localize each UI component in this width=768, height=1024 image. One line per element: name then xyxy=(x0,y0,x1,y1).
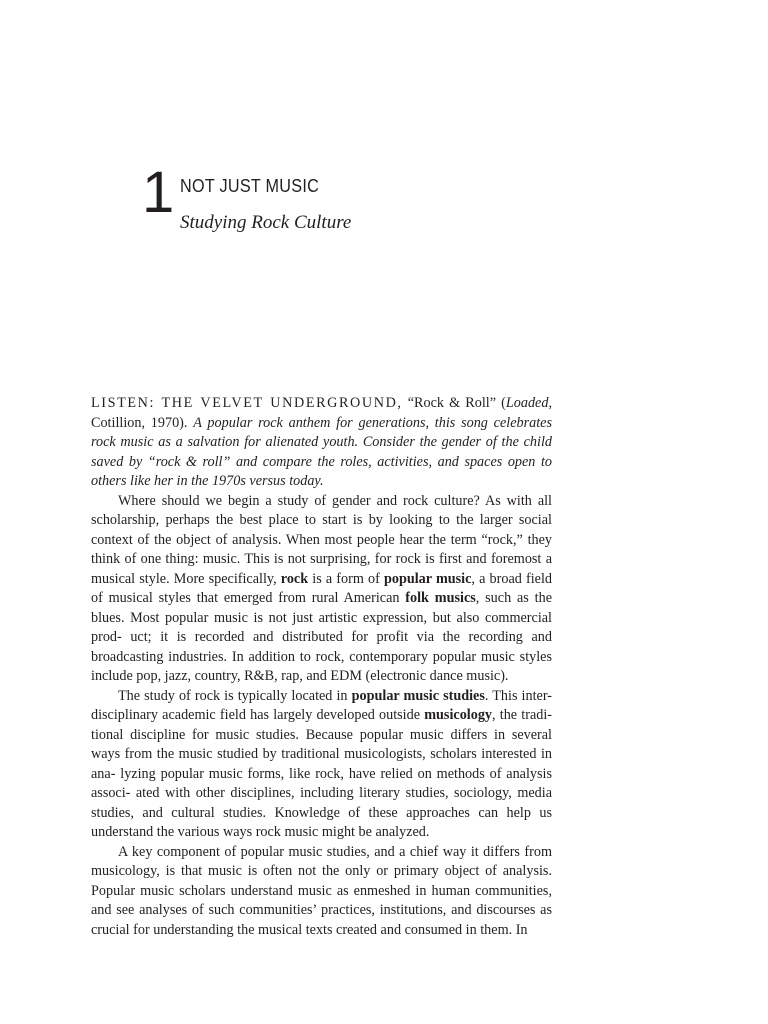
listen-song: “Rock & Roll” ( xyxy=(402,395,506,411)
chapter-number: 1 xyxy=(142,160,174,225)
listen-details: , Cotillion, 1970). xyxy=(91,395,552,431)
key-term-popular-music-studies: popular music studies xyxy=(351,687,485,704)
paragraph-text: A key component of popular music studies, and a chief way it differs from musicology, is that music is often not the only or primary object of analysis. Popular music scholars understand music as enmeshed in human communities, and see analyses of such communities’ practices, institutions, and discourses as crucial for understanding the musical texts created and consumed in them. In xyxy=(91,843,552,938)
paragraph-text: , such as the blues. Most popular music is not just artistic expression, but also commercial prod- uct; it is recorded and distributed for profit via the recording and broadcasting industries. In addition to rock, contemporary popular music styles include pop, jazz, country, R&B, rap, and EDM (electronic dance music). xyxy=(91,590,552,684)
listen-album: Loaded xyxy=(505,395,549,411)
paragraph-text: , a broad field of musical styles that emerged from rural American xyxy=(91,570,552,606)
key-term-folk-musics: folk musics xyxy=(405,590,476,606)
key-term-rock: rock xyxy=(280,570,309,587)
key-term-musicology: musicology xyxy=(424,707,493,723)
paragraph-text: The study of rock is typically located in xyxy=(118,687,352,704)
paragraph-2 xyxy=(91,687,552,843)
paragraph-text: . This inter- disciplinary academic field has largely developed outside xyxy=(91,687,552,723)
chapter-subtitle: Studying Rock Culture xyxy=(180,212,352,233)
paragraph-1 xyxy=(91,492,552,687)
key-term-popular-music: popular music xyxy=(383,570,472,587)
listen-box xyxy=(91,394,552,492)
paragraph-text: , the tradi- tional discipline for music studies. Because popular music differs in several ways from the music studied by traditional musicologists, scholars interested in ana- lyzing popular music forms, like rock, have relied on methods of analysis associ- ated with other disciplines, including literary studies, sociology, media studies, and cultural studies. Knowledge of these approaches can help us understand the various ways rock music might be analyzed. xyxy=(91,707,553,840)
chapter-title: NOT JUST MUSIC xyxy=(180,176,320,196)
paragraph-text: is a form of xyxy=(308,570,384,587)
paragraph-3 xyxy=(91,843,552,941)
chapter-body xyxy=(91,394,552,940)
listen-description: A popular rock anthem for generations, this song celebrates rock music as a salvation for alienated youth. Consider the gender of the child saved by “rock & roll” and compare the roles, activities, and spaces open to others like her in the 1970s versus today. xyxy=(91,414,552,489)
paragraph-text: Where should we begin a study of gender and rock culture? As with all scholarship, perhaps the best place to start is by looking to the larger social context of the object of analysis. When most people hear the term “rock,” they think of one thing: music. This is not surprising, for rock is first and foremost a musical style. More specifically, xyxy=(91,492,552,587)
listen-label: LISTEN: THE VELVET UNDERGROUND, xyxy=(91,395,403,411)
